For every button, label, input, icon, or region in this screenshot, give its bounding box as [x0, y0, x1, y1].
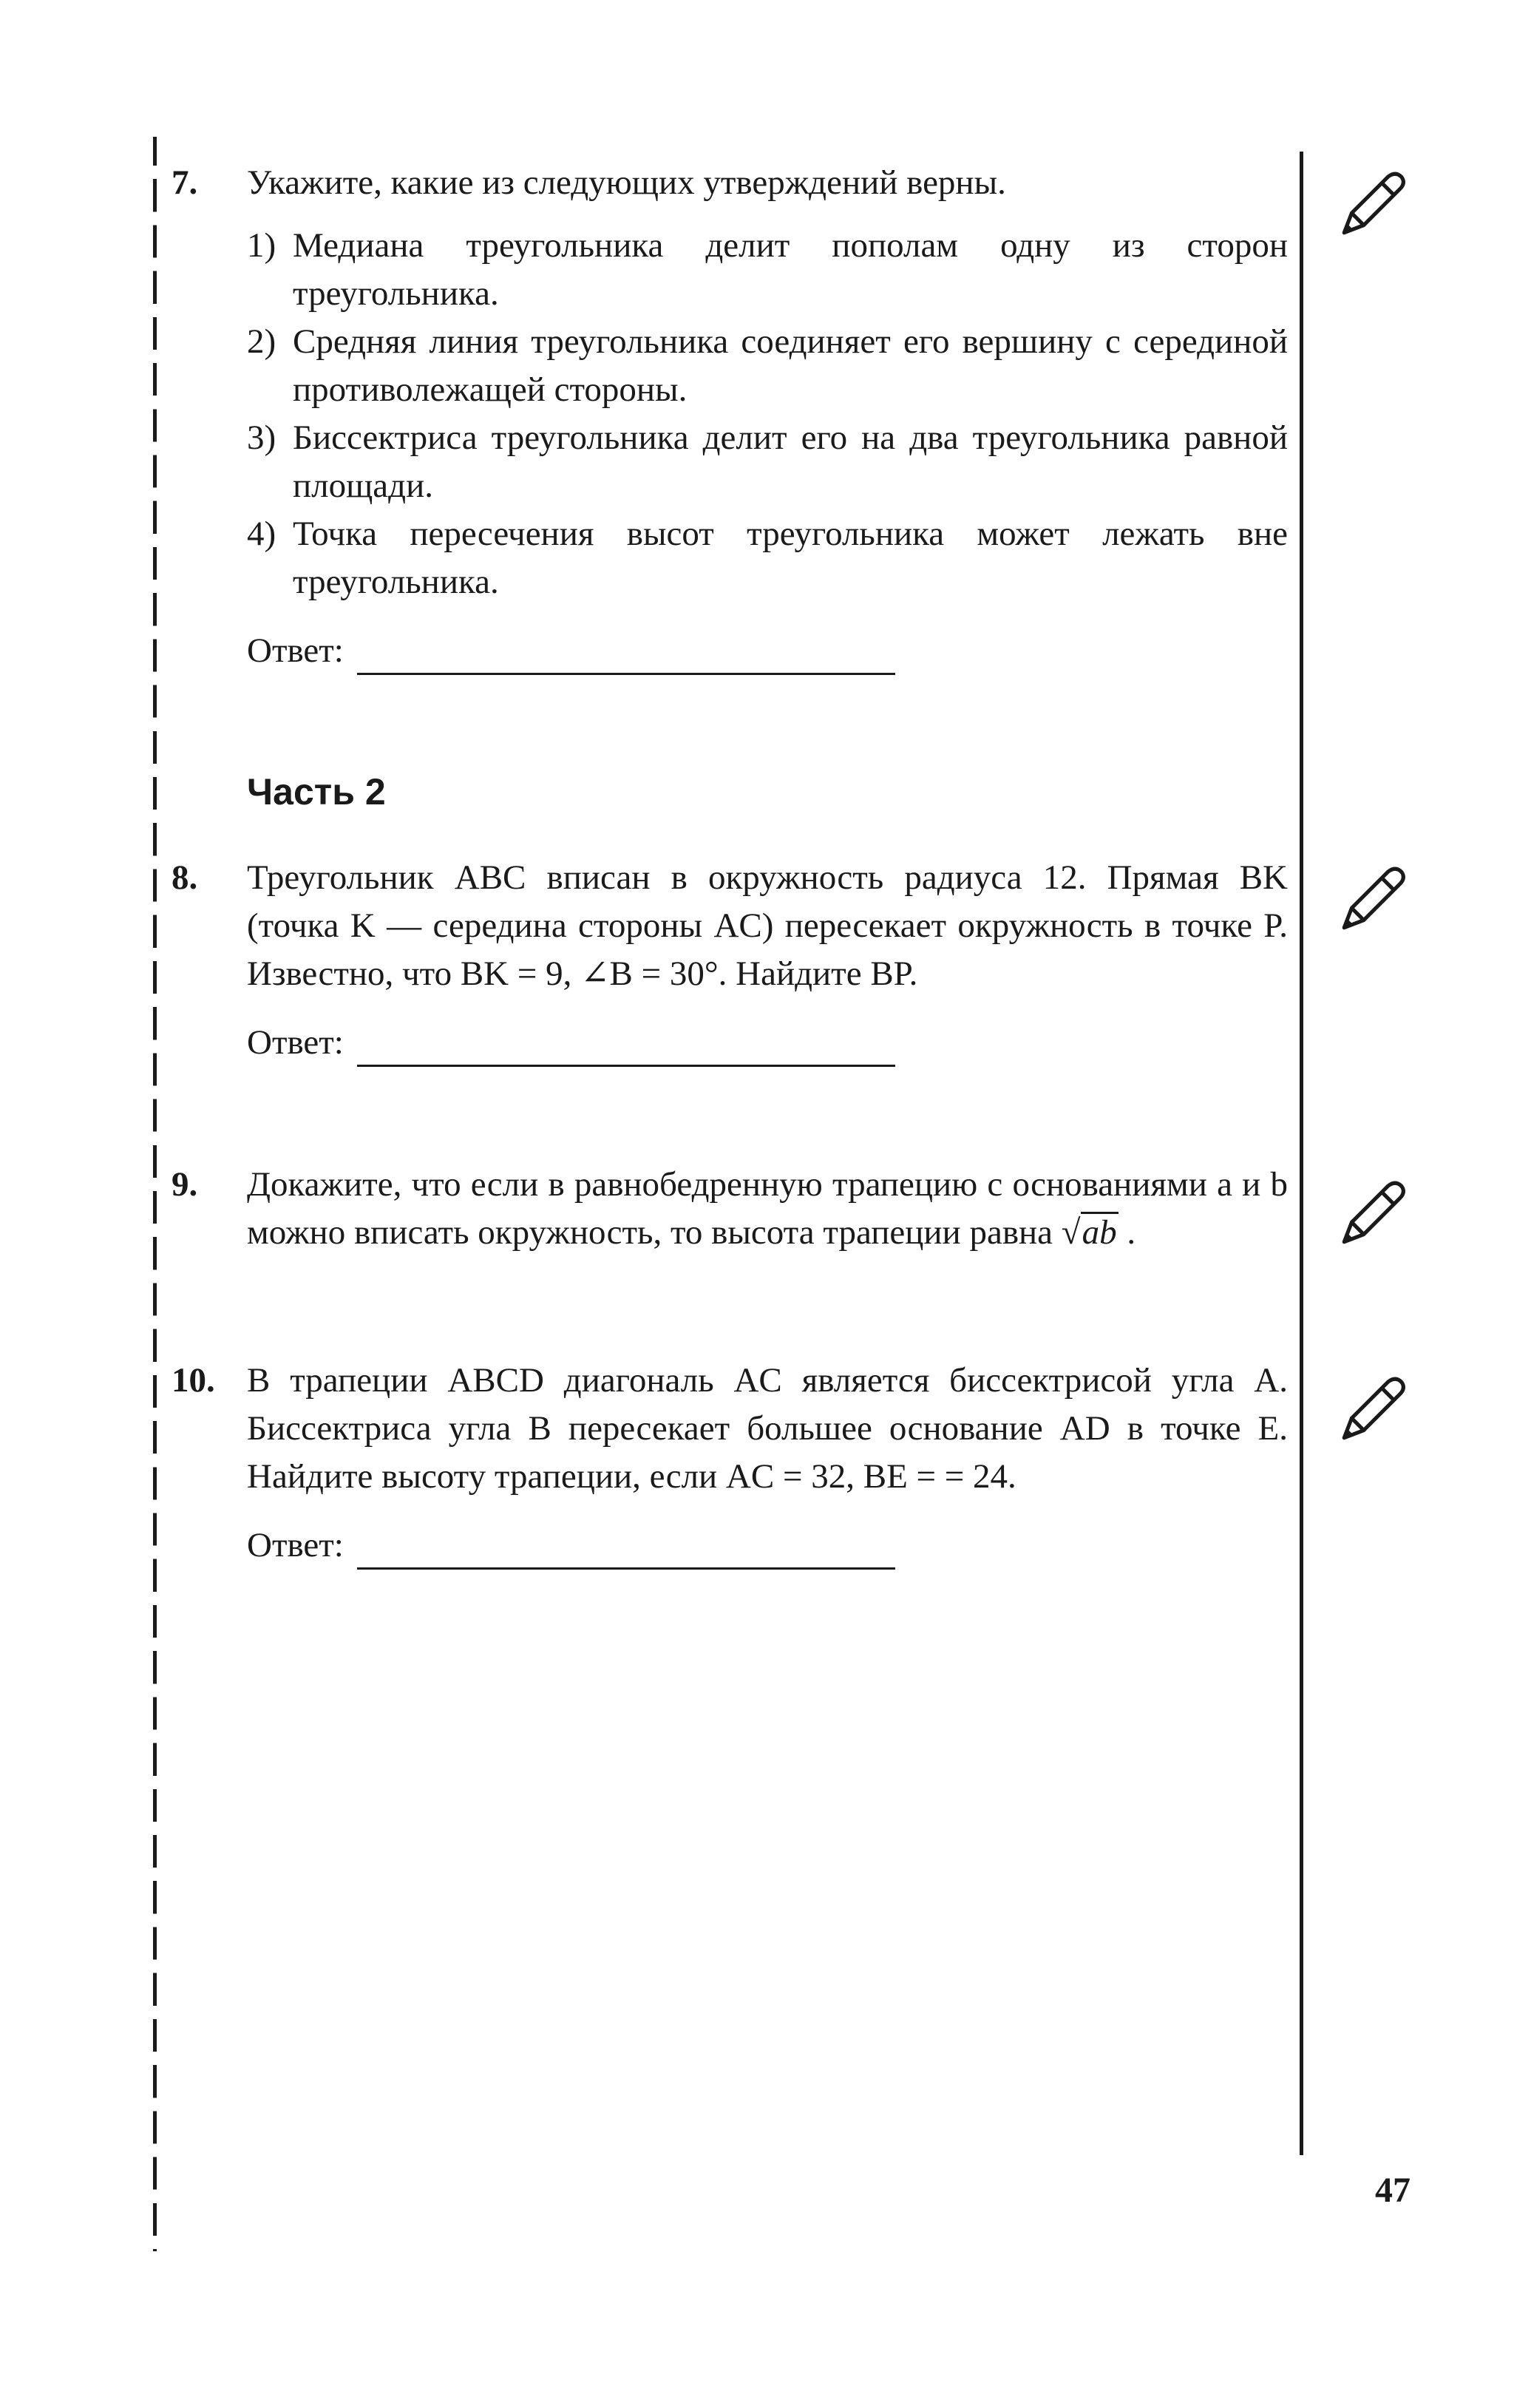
answer-field[interactable]: [357, 1532, 895, 1570]
task-number: 7.: [172, 163, 198, 202]
option-3: [247, 414, 1288, 510]
task-text-main: Докажите, что если в равнобедренную трапецию с основаниями a и b можно вписать окружность, то высота трапеции равна: [247, 1165, 1288, 1252]
task-number: 10.: [172, 1361, 215, 1400]
task-10: [172, 1357, 1288, 1570]
option-4: [247, 510, 1288, 606]
task-9: [172, 1161, 1288, 1257]
answer-label: Ответ:: [247, 1526, 344, 1564]
sqrt-expression: √ab: [1061, 1213, 1117, 1252]
option-key: 3): [247, 418, 276, 457]
answer-field[interactable]: [357, 1029, 895, 1067]
option-text: Медиана треугольника делит пополам одну из сторон треугольника.: [293, 226, 1288, 313]
option-2: [247, 318, 1288, 414]
answer-label: Ответ:: [247, 631, 344, 670]
option-key: 1): [247, 226, 276, 265]
margin-rule: [1300, 152, 1303, 2155]
section-title: Часть 2: [247, 771, 386, 813]
page-number: 47: [1375, 2171, 1411, 2210]
option-key: 2): [247, 322, 276, 361]
task-number: 8.: [172, 858, 198, 897]
answer-field[interactable]: [357, 637, 895, 675]
task-7: [172, 159, 1288, 675]
task-text-end: .: [1127, 1213, 1136, 1252]
answer-row: [247, 1522, 1288, 1570]
task-question: Укажите, какие из следующих утверждений верны.: [247, 163, 1006, 202]
option-key: 4): [247, 515, 276, 553]
answer-row: [247, 627, 1288, 675]
option-text: Биссектриса треугольника делит его на два треугольника равной площади.: [293, 418, 1288, 505]
pen-icon: [1335, 166, 1411, 242]
answer-label: Ответ:: [247, 1023, 344, 1062]
task-text: Треугольник ABC вписан в окружность радиуса 12. Прямая BK (точка K — середина стороны AC) пересекает окружность в точке P. Известно, что BK = 9, ∠B = 30°. Найдите BP.: [247, 858, 1288, 993]
task-text: В трапеции ABCD диагональ AC является биссектрисой угла A. Биссектриса угла B пересекает большее основание AD в точке E. Найдите высоту трапеции, если AC = 32, BE = = 24.: [247, 1361, 1288, 1496]
pen-icon: [1335, 1371, 1411, 1447]
task-8: [172, 854, 1288, 1067]
pen-icon: [1335, 1176, 1411, 1251]
task-text: [247, 1161, 1288, 1257]
answer-row: [247, 1019, 1288, 1067]
sqrt-argument: ab: [1082, 1213, 1117, 1252]
option-text: Точка пересечения высот треугольника может лежать вне треугольника.: [293, 515, 1288, 601]
cut-line: [153, 137, 157, 2251]
task-number: 9.: [172, 1165, 198, 1204]
option-1: [247, 222, 1288, 318]
pen-icon: [1335, 861, 1411, 937]
option-text: Средняя линия треугольника соединяет его вершину с серединой противолежащей стороны.: [293, 322, 1288, 409]
